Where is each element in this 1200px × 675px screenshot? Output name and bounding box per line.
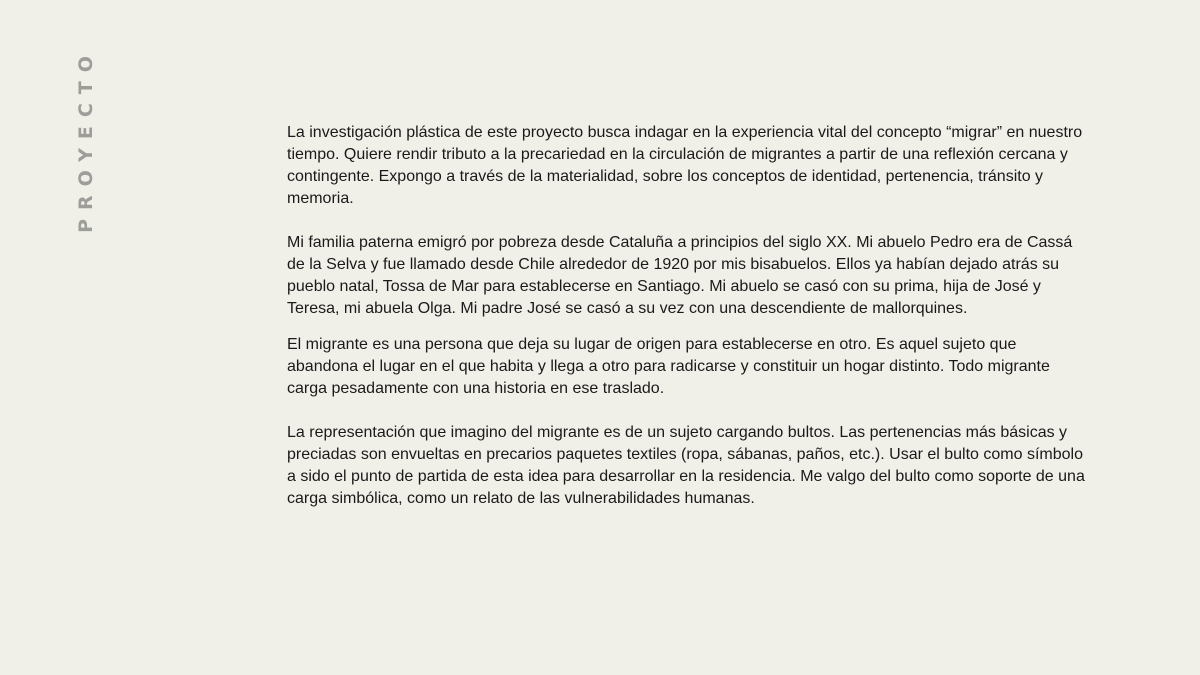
paragraph-representation: La representación que imagino del migrante es de un sujeto cargando bultos. Las pertenencias más básicas y preciadas son envueltas en precarios paquetes textiles (ropa, sábanas, paños, etc.). Usar el bulto como símbolo a sido el punto de partida de esta idea para desarrollar en la residencia. Me valgo del bulto como soporte de una carga simbólica, como un relato de las vulnerabilidades humanas. xyxy=(287,424,1085,507)
section-title xyxy=(74,47,98,233)
section-title-text: PROYECTO xyxy=(75,47,98,233)
paragraph-family-history: Mi familia paterna emigró por pobreza desde Cataluña a principios del siglo XX. Mi abuelo Pedro era de Cassá de la Selva y fue llamado desde Chile alrededor de 1920 por mis bisabuelos. Ellos ya habían dejado atrás su pueblo natal, Tossa de Mar para establecerse en Santiago. Mi abuelo se casó con su prima, hija de José y Teresa, mi abuela Olga. Mi padre José se casó a su vez con una descendiente de mallorquines. xyxy=(287,234,1073,317)
paragraph-intro: La investigación plástica de este proyecto busca indagar en la experiencia vital del concepto “migrar” en nuestro tiempo. Quiere rendir tributo a la precariedad en la circulación de migrantes a partir de una reflexión cercana y contingente. Expongo a través de la materialidad, sobre los conceptos de identidad, pertenencia, tránsito y memoria. xyxy=(287,124,1083,207)
document-body xyxy=(287,122,1087,510)
paragraph-migrant-definition: El migrante es una persona que deja su lugar de origen para establecerse en otro. Es aquel sujeto que abandona el lugar en el que habita y llega a otro para radicarse y constituir un hogar distinto. Todo migrante carga pesadamente con una historia en ese traslado. xyxy=(287,336,1050,397)
